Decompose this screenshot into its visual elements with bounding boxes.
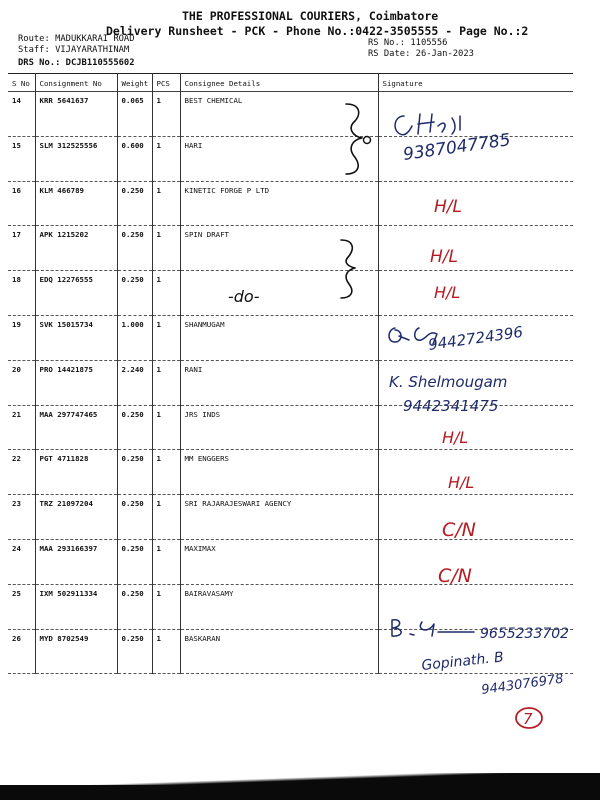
cell-consignee: SPIN DRAFT (180, 226, 378, 271)
staff-line (18, 45, 129, 55)
circled-page-mark (512, 703, 546, 733)
cell-weight: 0.250 (117, 405, 152, 450)
cell-sno: 15 (8, 136, 35, 181)
circled-page-mark-text: 7 (523, 710, 533, 728)
baskaran-receiver-name: Gopinath. B (420, 649, 505, 674)
cell-consignee: HARI (180, 136, 378, 181)
route-line (18, 34, 135, 44)
col-header-consignment: Consignment No (35, 74, 117, 92)
shanmugam-phone-text: 9442724396 (427, 322, 525, 354)
cell-weight: 1.000 (117, 315, 152, 360)
cell-consignee: MM ENGGERS (180, 450, 378, 495)
cell-consignment-no: MAA 293166397 (35, 539, 117, 584)
cell-consignment-no: MAA 297747465 (35, 405, 117, 450)
cell-consignment-no: PRO 14421875 (35, 360, 117, 405)
cell-weight: 0.250 (117, 539, 152, 584)
cell-sno: 19 (8, 315, 35, 360)
cell-consignee: BEST CHEMICAL (180, 92, 378, 137)
cell-pcs: 1 (152, 226, 180, 271)
cell-weight: 0.600 (117, 136, 152, 181)
staff-value: VIJAYARATHINAM (55, 45, 130, 55)
runsheet-subtitle: Delivery Runsheet - PCK - Phone No.:0422-3505555 - Page No.:2 (106, 24, 529, 38)
cell-weight: 0.250 (117, 181, 152, 226)
route-label: Route: (18, 34, 50, 44)
cell-consignment-no: EDQ 12276555 (35, 271, 117, 316)
rs-date-line (368, 49, 474, 59)
cell-pcs: 1 (152, 315, 180, 360)
hl-mark-text: H/L (442, 428, 469, 447)
staff-label: Staff: (18, 45, 50, 55)
cell-sno: 21 (8, 405, 35, 450)
cell-sno: 14 (8, 92, 35, 137)
cell-pcs: 1 (152, 136, 180, 181)
hl-mark-text: H/L (448, 473, 475, 492)
hl-mark-row-17 (428, 240, 498, 270)
hl-mark-text: H/L (430, 247, 458, 267)
cell-pcs: 1 (152, 584, 180, 629)
cn-mark-row-23 (440, 512, 510, 546)
cell-weight: 0.250 (117, 629, 152, 674)
cell-sno: 17 (8, 226, 35, 271)
cell-consignee: SHANMUGAM (180, 315, 378, 360)
hari-phone-text: 9387047785 (402, 130, 512, 165)
col-header-consignee: Consignee Details (180, 74, 378, 92)
hl-mark-row-21 (440, 423, 510, 453)
cell-weight: 2.240 (117, 360, 152, 405)
cell-sno: 18 (8, 271, 35, 316)
cell-sno: 20 (8, 360, 35, 405)
route-value: MADUKKARAI ROAD (55, 34, 135, 44)
cell-consignment-no: SVK 15015734 (35, 315, 117, 360)
drs-label: DRS No.: (18, 58, 61, 68)
cell-consignee: JRS INDS (180, 405, 378, 450)
bairavasamy-signature (388, 614, 588, 646)
drs-line (18, 58, 135, 68)
cell-sno: 24 (8, 539, 35, 584)
rani-receiver-phone: 9442341475 (403, 397, 499, 415)
rs-no-label: RS No.: (368, 38, 406, 48)
cell-pcs: 1 (152, 405, 180, 450)
cell-consignment-no: PGT 4711828 (35, 450, 117, 495)
cell-weight: 0.065 (117, 92, 152, 137)
col-header-pcs: PCS (152, 74, 180, 92)
cell-pcs: 1 (152, 539, 180, 584)
cell-consignment-no: APK 1215202 (35, 226, 117, 271)
cell-sno: 25 (8, 584, 35, 629)
brace-mark-rows-17-18 (335, 236, 365, 302)
cell-consignee: BASKARAN (180, 629, 378, 674)
cell-consignee: MAXIMAX (180, 539, 378, 584)
cell-weight: 0.250 (117, 495, 152, 540)
cell-weight: 0.250 (117, 271, 152, 316)
ditto-mark-row-18 (226, 282, 326, 312)
cell-consignment-no: SLM 312525556 (35, 136, 117, 181)
cell-pcs: 1 (152, 181, 180, 226)
brace-mark-rows-14-15 (340, 100, 380, 180)
cell-consignee: RANI (180, 360, 378, 405)
cell-weight: 0.250 (117, 450, 152, 495)
hari-phone-handwritten (402, 116, 542, 172)
cell-sno: 23 (8, 495, 35, 540)
baskaran-receiver-signature (420, 646, 590, 702)
cell-sno: 22 (8, 450, 35, 495)
cell-consignment-no: KLM 466789 (35, 181, 117, 226)
cell-sno: 16 (8, 181, 35, 226)
cn-mark-row-24 (436, 558, 506, 592)
cell-consignee: KINETIC FORGE P LTD (180, 181, 378, 226)
cell-consignment-no: KRR 5641637 (35, 92, 117, 137)
cell-weight: 0.250 (117, 584, 152, 629)
company-title: THE PROFESSIONAL COURIERS, Coimbatore (182, 9, 439, 23)
rs-no-value: 1105556 (410, 38, 448, 48)
cell-sno: 26 (8, 629, 35, 674)
cell-consignment-no: IXM 502911334 (35, 584, 117, 629)
ditto-text: -do- (228, 287, 260, 306)
shanmugam-signature (385, 320, 575, 360)
cell-weight: 0.250 (117, 226, 152, 271)
col-header-weight: Weight (117, 74, 152, 92)
cn-mark-text: C/N (442, 519, 476, 541)
hl-mark-row-18 (432, 278, 502, 308)
cell-pcs: 1 (152, 271, 180, 316)
col-header-sno: S No (8, 74, 35, 92)
cell-pcs: 1 (152, 360, 180, 405)
bairavasamy-phone-text: 9655233702 (480, 626, 570, 642)
hl-mark-row-22 (446, 468, 516, 498)
drs-value: DCJB110555602 (65, 58, 135, 68)
baskaran-receiver-phone: 9443076978 (480, 671, 565, 698)
rani-receiver-name: K. Shelmougam (389, 373, 508, 391)
cell-consignment-no: TRZ 21097204 (35, 495, 117, 540)
cell-pcs: 1 (152, 92, 180, 137)
scan-bottom-shadow (0, 783, 600, 800)
cn-mark-text: C/N (438, 565, 472, 587)
hl-mark-row-16 (432, 190, 502, 220)
hl-mark-text: H/L (434, 283, 461, 302)
cell-pcs: 1 (152, 495, 180, 540)
rs-date-label: RS Date: (368, 49, 411, 59)
cell-consignee: BAIRAVASAMY (180, 584, 378, 629)
col-header-signature: Signature (382, 79, 423, 88)
hl-mark-text: H/L (434, 197, 462, 217)
cell-pcs: 1 (152, 450, 180, 495)
rs-no-line (368, 38, 447, 48)
rani-receiver-signature (385, 365, 585, 419)
cell-consignment-no: MYD 8702549 (35, 629, 117, 674)
cell-consignee: SRI RAJARAJESWARI AGENCY (180, 495, 378, 540)
table-header-row (8, 74, 573, 92)
cell-pcs: 1 (152, 629, 180, 674)
rs-date-value: 26-Jan-2023 (415, 49, 474, 59)
